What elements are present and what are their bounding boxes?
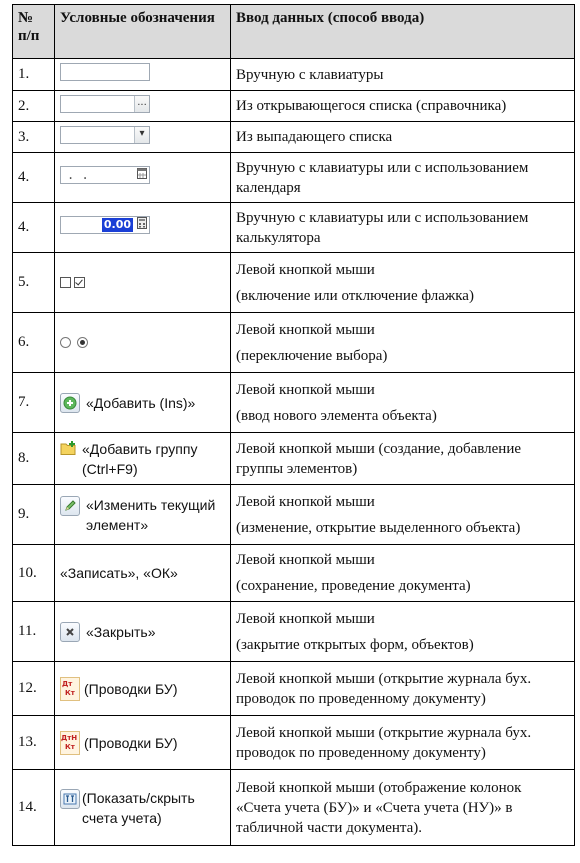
select-field-sample bbox=[60, 95, 150, 113]
table-row bbox=[13, 122, 575, 153]
checkbox-unchecked-icon bbox=[60, 277, 71, 288]
row-description: Левой кнопкой мыши (открытие журнала бух. проводок по проведенному документу) bbox=[231, 662, 575, 716]
row-number: 3. bbox=[13, 122, 55, 153]
table-row bbox=[13, 545, 575, 602]
date-field-value: . . bbox=[67, 168, 89, 182]
close-label: «Закрыть» bbox=[86, 623, 156, 640]
table-row bbox=[13, 153, 575, 203]
row-description bbox=[231, 313, 575, 373]
description-line-1: Левой кнопкой мыши bbox=[236, 552, 375, 568]
row-symbol bbox=[55, 770, 231, 846]
header-symbol: Условные обозначения bbox=[55, 5, 231, 59]
add-group-icon bbox=[60, 440, 78, 461]
header-input: Ввод данных (способ ввода) bbox=[231, 5, 575, 59]
description-line-2: (изменение, открытие выделенного объекта) bbox=[236, 519, 521, 536]
row-symbol bbox=[55, 91, 231, 122]
document-page bbox=[12, 4, 574, 846]
description-line-2: (ввод нового элемента объекта) bbox=[236, 407, 437, 424]
calendar-icon bbox=[135, 167, 149, 183]
row-symbol bbox=[55, 602, 231, 662]
row-number: 7. bbox=[13, 373, 55, 433]
add-label: «Добавить (Ins)» bbox=[86, 394, 196, 411]
description-line-2: (сохранение, проведение документа) bbox=[236, 578, 471, 594]
icon-text-kt: Кт bbox=[65, 688, 75, 697]
row-symbol bbox=[55, 313, 231, 373]
description-line-1: Левой кнопкой мыши bbox=[236, 321, 375, 338]
row-symbol bbox=[55, 253, 231, 313]
row-number: 11. bbox=[13, 602, 55, 662]
row-number: 2. bbox=[13, 91, 55, 122]
table-header-row bbox=[13, 5, 575, 59]
row-description bbox=[231, 485, 575, 545]
description-line-2: (включение или отключение флажка) bbox=[236, 287, 474, 304]
row-number: 4. bbox=[13, 153, 55, 203]
row-description: Левой кнопкой мыши (отображение колонок «Счета учета (БУ)» и «Счета учета (НУ)» в табличной части документа). bbox=[231, 770, 575, 846]
show-hide-accounts-label: (Показать/скрыть счета учета) bbox=[82, 789, 195, 826]
row-symbol bbox=[55, 59, 231, 91]
row-description: Из открывающегося списка (справочника) bbox=[231, 91, 575, 122]
dropdown-arrow-icon: ▾ bbox=[134, 127, 149, 143]
description-line-2: (переключение выбора) bbox=[236, 347, 388, 364]
description-line-1: Левой кнопкой мыши bbox=[236, 493, 375, 510]
row-number: 9. bbox=[13, 485, 55, 545]
description-line-2: (закрытие открытых форм, объектов) bbox=[236, 636, 474, 653]
row-description: Вручную с клавиатуры или с использованием календаря bbox=[231, 153, 575, 203]
add-group-label: «Добавить группу (Ctrl+F9) bbox=[82, 440, 198, 477]
calculator-icon bbox=[135, 217, 149, 233]
row-symbol bbox=[55, 122, 231, 153]
row-number: 5. bbox=[13, 253, 55, 313]
row-number: 13. bbox=[13, 716, 55, 770]
number-field-sample bbox=[60, 216, 150, 234]
postings-label: (Проводки БУ) bbox=[84, 734, 178, 751]
postings-dt-kt-icon bbox=[60, 677, 80, 701]
row-number: 14. bbox=[13, 770, 55, 846]
postings-dt-n-kt-icon bbox=[60, 731, 80, 755]
checkbox-checked-icon bbox=[74, 277, 85, 288]
row-number: 8. bbox=[13, 433, 55, 485]
table-row bbox=[13, 716, 575, 770]
text-field-sample bbox=[60, 63, 150, 81]
dropdown-field-sample bbox=[60, 126, 150, 144]
number-field-value: 0.00 bbox=[103, 218, 131, 231]
row-symbol bbox=[55, 485, 231, 545]
description-line-1: Левой кнопкой мыши bbox=[236, 381, 375, 398]
edit-pencil-icon bbox=[60, 496, 80, 516]
table-row bbox=[13, 373, 575, 433]
row-symbol bbox=[55, 433, 231, 485]
close-icon bbox=[60, 622, 80, 642]
row-description: Из выпадающего списка bbox=[231, 122, 575, 153]
row-number: 1. bbox=[13, 59, 55, 91]
date-field-sample bbox=[60, 166, 150, 184]
description-line-1: Левой кнопкой мыши bbox=[236, 261, 375, 278]
input-methods-table bbox=[12, 4, 575, 846]
table-row bbox=[13, 313, 575, 373]
accounts-columns-icon bbox=[60, 789, 80, 809]
row-description bbox=[231, 545, 575, 602]
row-symbol bbox=[55, 716, 231, 770]
radio-on-icon bbox=[77, 337, 88, 348]
row-description bbox=[231, 602, 575, 662]
table-row bbox=[13, 433, 575, 485]
table-row bbox=[13, 770, 575, 846]
edit-label: «Изменить текущий элемент» bbox=[86, 496, 216, 533]
row-description bbox=[231, 373, 575, 433]
row-number: 4. bbox=[13, 203, 55, 253]
postings-label: (Проводки БУ) bbox=[84, 680, 178, 697]
row-description bbox=[231, 253, 575, 313]
row-description: Левой кнопкой мыши (открытие журнала бух. проводок по проведенному документу) bbox=[231, 716, 575, 770]
radio-off-icon bbox=[60, 337, 71, 348]
row-symbol bbox=[55, 662, 231, 716]
row-number: 12. bbox=[13, 662, 55, 716]
row-symbol bbox=[55, 153, 231, 203]
icon-text-dt: Дт bbox=[62, 679, 73, 688]
row-number: 6. bbox=[13, 313, 55, 373]
row-symbol bbox=[55, 373, 231, 433]
ellipsis-icon: ... bbox=[134, 96, 149, 112]
icon-text-kt: Кт bbox=[65, 742, 75, 751]
row-description: Вручную с клавиатуры или с использованием калькулятора bbox=[231, 203, 575, 253]
save-ok-label: «Записать», «ОК» bbox=[55, 545, 231, 602]
table-row bbox=[13, 203, 575, 253]
row-number: 10. bbox=[13, 545, 55, 602]
table-row bbox=[13, 602, 575, 662]
table-row bbox=[13, 59, 575, 91]
row-description: Вручную с клавиатуры bbox=[231, 59, 575, 91]
table-row bbox=[13, 485, 575, 545]
table-row bbox=[13, 91, 575, 122]
header-num: № п/п bbox=[13, 5, 55, 59]
table-row bbox=[13, 662, 575, 716]
row-description: Левой кнопкой мыши (создание, добавление группы элементов) bbox=[231, 433, 575, 485]
add-icon bbox=[60, 393, 80, 413]
table-row bbox=[13, 253, 575, 313]
description-line-1: Левой кнопкой мыши bbox=[236, 610, 375, 627]
row-symbol bbox=[55, 203, 231, 253]
icon-text-dt-n: ДтН bbox=[61, 733, 78, 742]
